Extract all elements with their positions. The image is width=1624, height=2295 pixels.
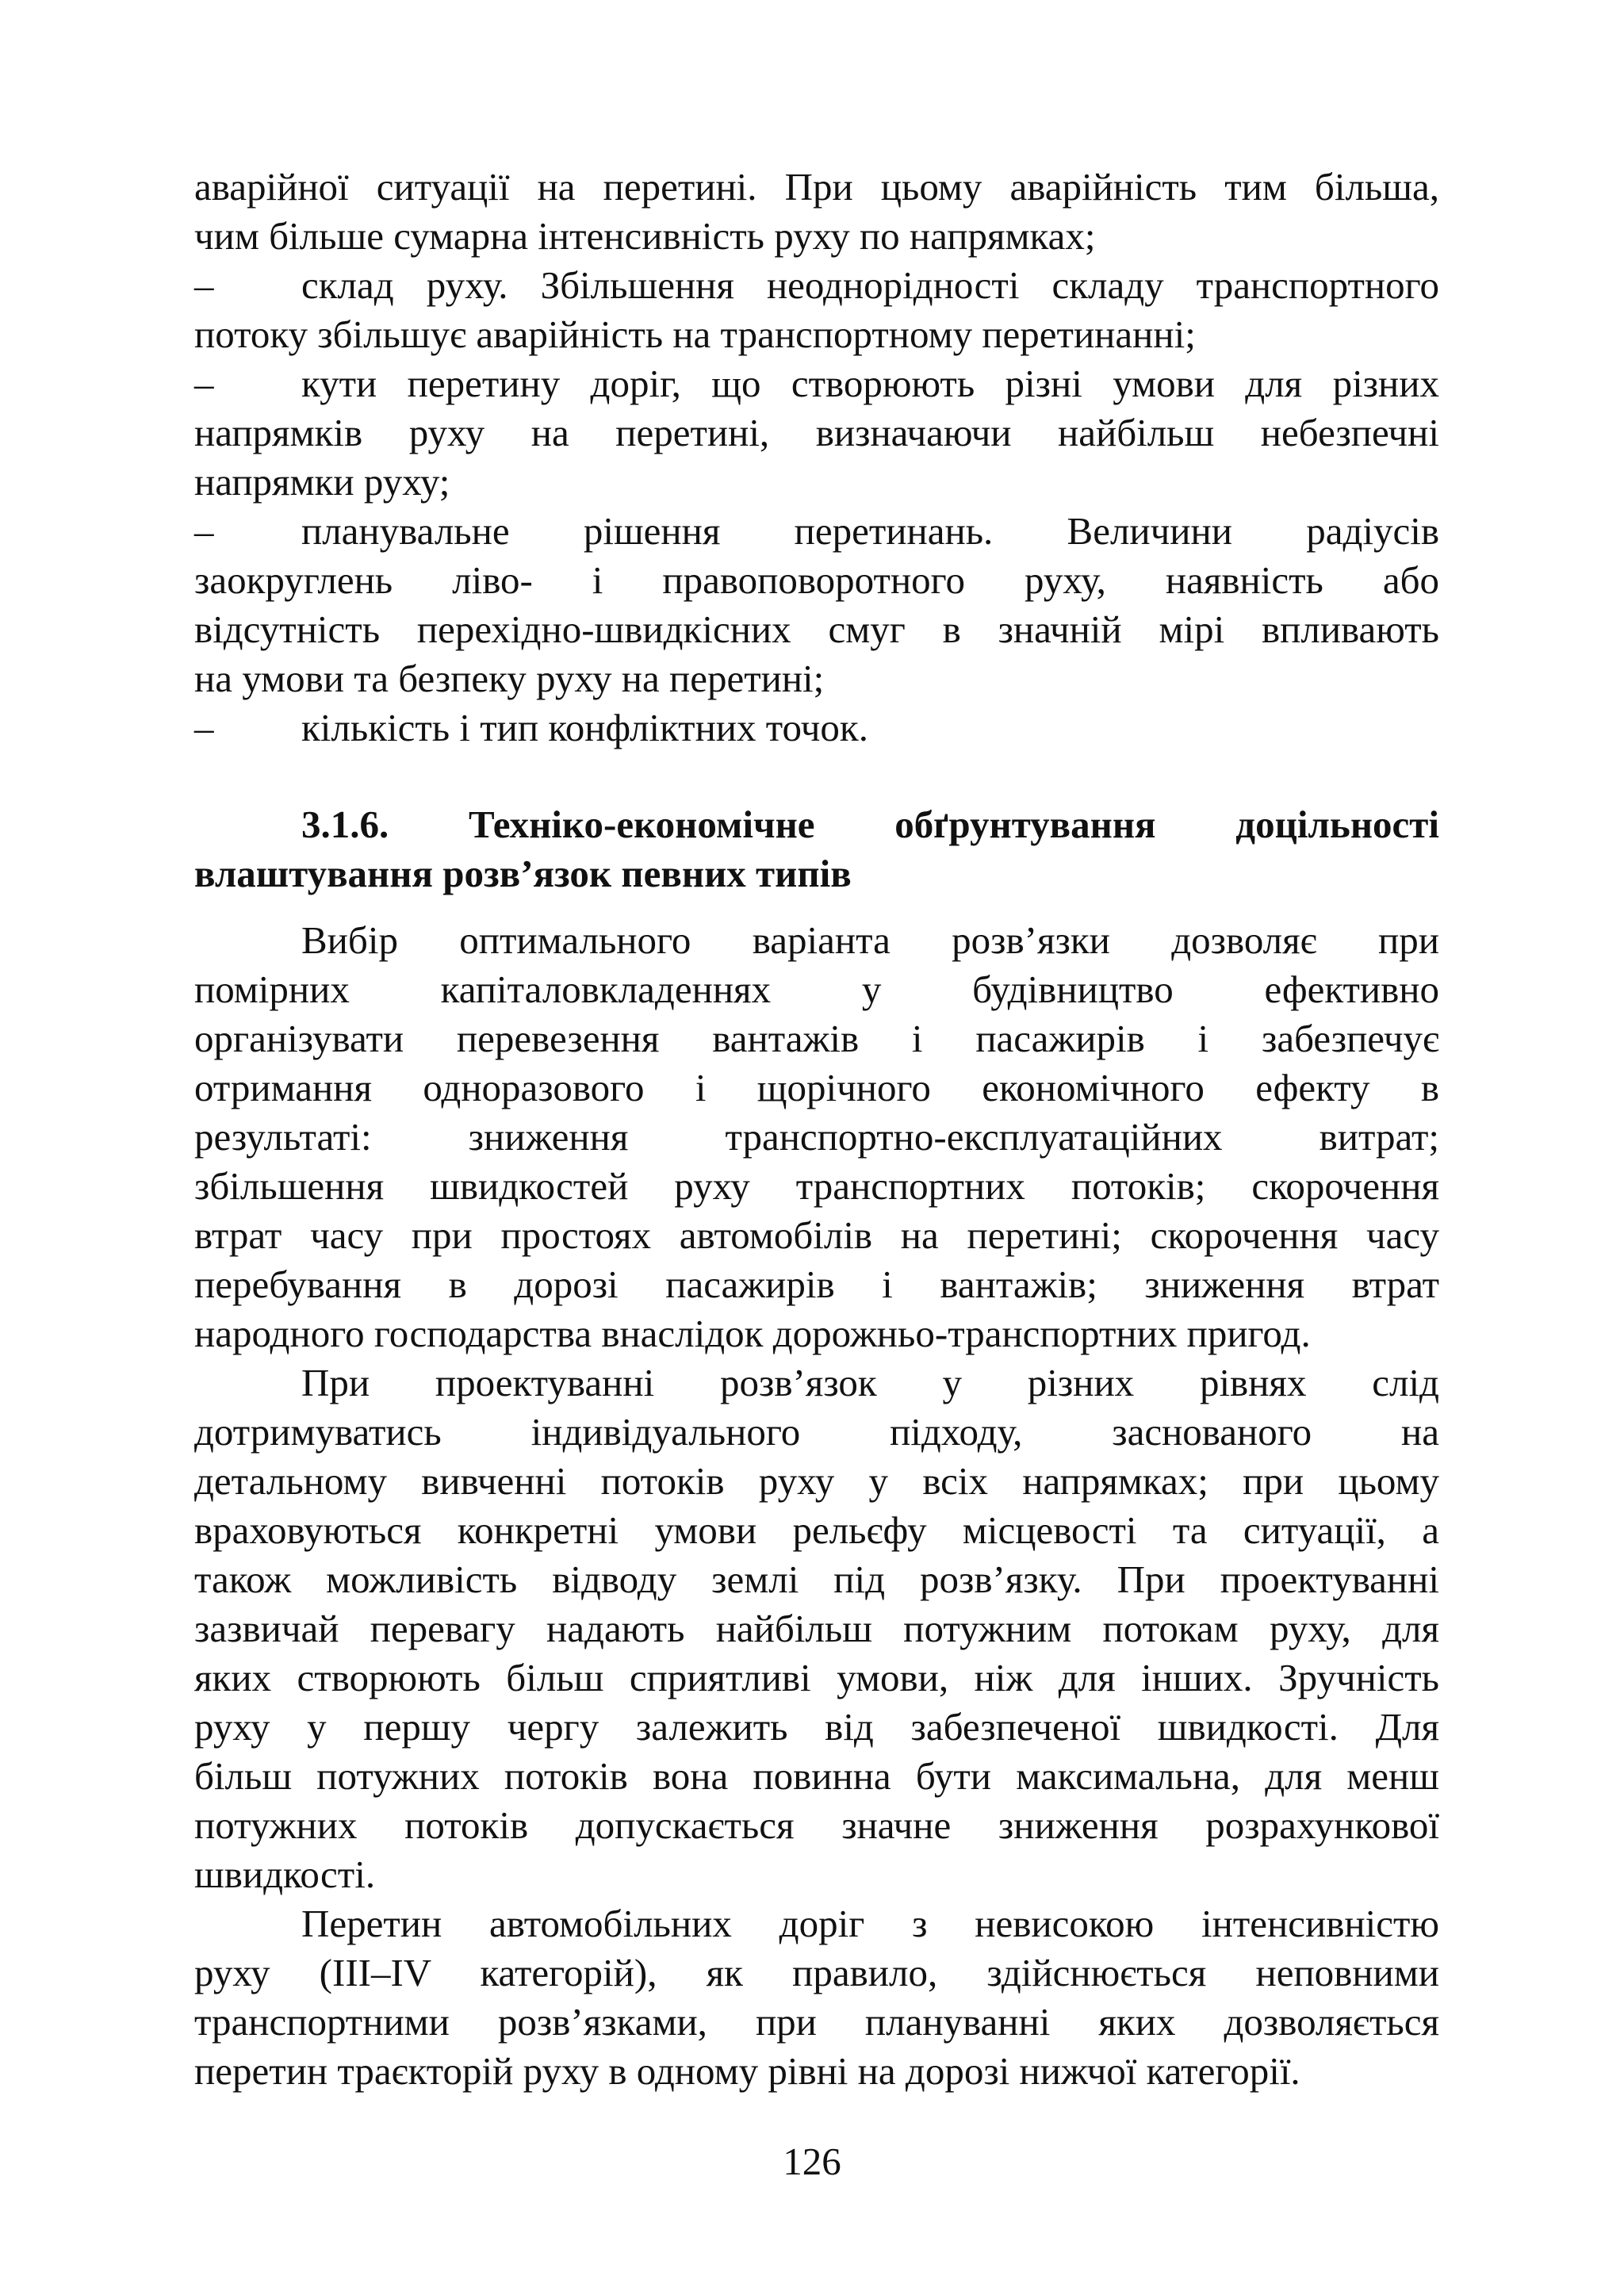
text-line: чим більше сумарна інтенсивність руху по напрямках;: [194, 214, 1096, 258]
bullet-first-line: [194, 261, 1439, 310]
text-line: результаті: зниження транспортно-експлуатаційних витрат;: [194, 1115, 1439, 1159]
section-heading: [194, 800, 1439, 898]
list-item: [194, 703, 1439, 753]
text-line: напрямки руху;: [194, 460, 450, 504]
heading-line: влаштування розв’язок певних типів: [194, 852, 852, 895]
dash-marker: –: [194, 509, 214, 553]
bullet-first-line: [194, 703, 1439, 753]
text-line: Вибір оптимального варіанта розв’язки дозволяє при: [301, 918, 1439, 962]
text-line: яких створюють більш сприятливі умови, ніж для інших. Зручність: [194, 1656, 1439, 1699]
text-line: збільшення швидкостей руху транспортних потоків; скорочення: [194, 1164, 1439, 1208]
text-line: руху (III–IV категорій), як правило, здійснюється неповними: [194, 1951, 1439, 1994]
bullet-first-line: [194, 507, 1439, 556]
text-line: транспортними розв’язками, при плануванні яких дозволяється: [194, 2000, 1439, 2044]
text-line: аварійної ситуації на перетині. При цьому аварійність тим більша,: [194, 165, 1439, 209]
page-body: [194, 163, 1439, 2096]
list-item-text: кількість і тип конфліктних точок.: [301, 706, 868, 749]
text-line: народного господарства внаслідок дорожньо-транспортних пригод.: [194, 1312, 1311, 1355]
text-line: організувати перевезення вантажів і пасажирів і забезпечує: [194, 1017, 1439, 1060]
text-line: відсутність перехідно-швидкісних смуг в значній мірі впливають: [194, 607, 1439, 651]
text-line: також можливість відводу землі під розв’язку. При проектуванні: [194, 1557, 1439, 1601]
list-item: [194, 507, 1439, 703]
text-line: на умови та безпеку руху на перетині;: [194, 657, 825, 700]
intro-paragraph: [194, 163, 1439, 261]
list-item-text: кути перетину доріг, що створюють різні умови для різних: [301, 362, 1439, 405]
dash-marker: –: [194, 263, 214, 307]
dash-marker: –: [194, 706, 214, 749]
list-item: [194, 261, 1439, 359]
text-line: швидкості.: [194, 1852, 376, 1896]
text-line: руху у першу чергу залежить від забезпеченої швидкості. Для: [194, 1705, 1439, 1749]
text-line: потоку збільшує аварійність на транспортному перетинанні;: [194, 312, 1196, 356]
text-line: враховуються конкретні умови рельєфу місцевості та ситуації, а: [194, 1508, 1439, 1552]
text-line: При проектуванні розв’язок у різних рівнях слід: [301, 1361, 1439, 1404]
bullet-list: [194, 261, 1439, 753]
heading-line: 3.1.6. Техніко-економічне обґрунтування доцільності: [301, 803, 1439, 846]
paragraph: [194, 916, 1439, 1358]
text-line: перетин траєкторій руху в одному рівні на дорозі нижчої категорії.: [194, 2049, 1300, 2093]
dash-marker: –: [194, 362, 214, 405]
text-line: перебування в дорозі пасажирів і вантажів; зниження втрат: [194, 1262, 1439, 1306]
page-number: 126: [783, 2140, 841, 2183]
text-line: втрат часу при простоях автомобілів на перетині; скорочення часу: [194, 1213, 1439, 1257]
text-line: помірних капіталовкладеннях у будівництво ефективно: [194, 967, 1439, 1011]
text-line: зазвичай перевагу надають найбільш потужним потокам руху, для: [194, 1607, 1439, 1650]
text-line: Перетин автомобільних доріг з невисокою інтенсивністю: [301, 1902, 1439, 1945]
list-item: [194, 359, 1439, 507]
text-line: отримання одноразового і щорічного економічного ефекту в: [194, 1066, 1439, 1109]
list-item-text: планувальне рішення перетинань. Величини радіусів: [301, 509, 1439, 553]
text-line: потужних потоків допускається значне зниження розрахункової: [194, 1803, 1439, 1847]
text-line: напрямків руху на перетині, визначаючи найбільш небезпечні: [194, 411, 1439, 454]
text-line: більш потужних потоків вона повинна бути максимальна, для менш: [194, 1754, 1439, 1798]
text-line: дотримуватись індивідуального підходу, заснованого на: [194, 1410, 1439, 1454]
list-item-text: склад руху. Збільшення неоднорідності складу транспортного: [301, 263, 1439, 307]
text-line: детальному вивченні потоків руху у всіх напрямках; при цьому: [194, 1459, 1439, 1503]
paragraph: [194, 1358, 1439, 1899]
text-line: заокруглень ліво- і правоповоротного руху, наявність або: [194, 558, 1439, 602]
paragraph: [194, 1899, 1439, 2096]
bullet-first-line: [194, 359, 1439, 408]
